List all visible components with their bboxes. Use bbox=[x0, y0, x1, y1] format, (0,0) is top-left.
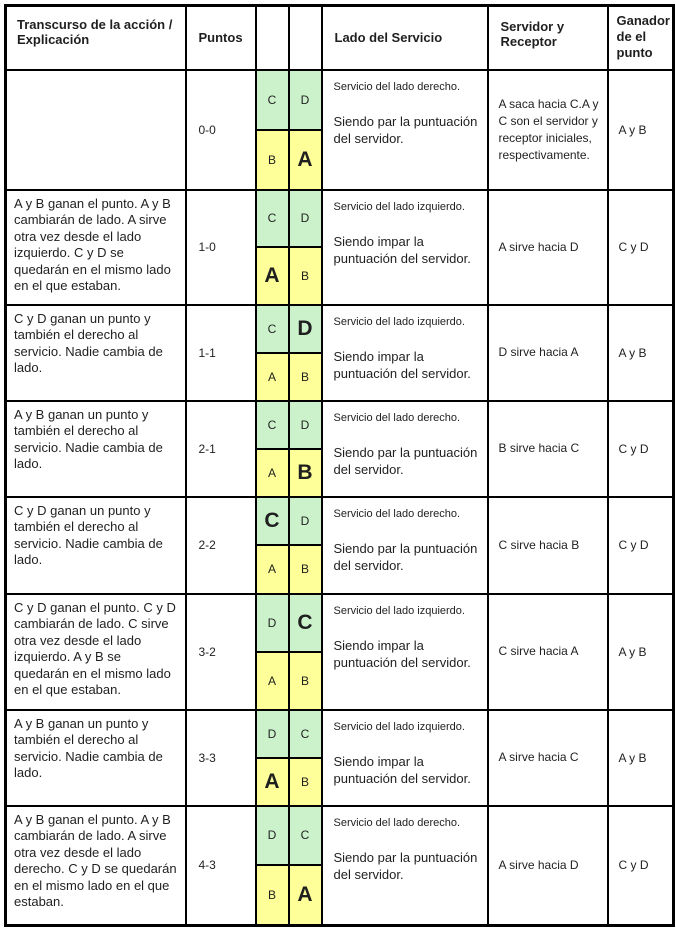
court-left-column bbox=[256, 190, 289, 305]
court-right-column bbox=[289, 70, 322, 190]
player-letter: C bbox=[264, 508, 280, 532]
court-cell-bottom-left bbox=[257, 866, 288, 924]
server-receiver-cell: C sirve hacia B bbox=[488, 497, 608, 594]
court-right-column bbox=[289, 401, 322, 497]
court-cell-top-left bbox=[257, 498, 288, 547]
court-cell-bottom-left bbox=[257, 653, 288, 709]
court-cell-top-right bbox=[290, 71, 321, 131]
service-side-line2: Siendo impar la puntuación del servidor. bbox=[333, 753, 471, 786]
court-cell-top-right bbox=[290, 191, 321, 249]
service-side-line2: Siendo par la puntuación del servidor. bbox=[333, 540, 478, 573]
player-letter: D bbox=[267, 828, 277, 843]
points-cell: 1-1 bbox=[186, 305, 256, 401]
court-cell-bottom-left bbox=[257, 450, 288, 496]
court-cell-top-right bbox=[290, 807, 321, 867]
point-winner-cell: C y D bbox=[608, 401, 674, 497]
player-letter: C bbox=[300, 828, 310, 843]
court-cell-bottom-left bbox=[257, 131, 288, 189]
court-right-column bbox=[289, 190, 322, 305]
action-cell bbox=[6, 70, 186, 190]
court-cell-bottom-right bbox=[290, 653, 321, 709]
table-row bbox=[6, 710, 674, 806]
point-winner-cell: C y D bbox=[608, 497, 674, 594]
service-side-line1: Servicio del lado derecho. bbox=[333, 80, 461, 93]
table-row bbox=[6, 70, 674, 190]
action-cell: A y B ganan un punto y también el derecho al servicio. Nadie cambia de lado. bbox=[6, 710, 186, 806]
court-left-column bbox=[256, 305, 289, 401]
player-letter: B bbox=[267, 152, 276, 167]
court-cell-top-right bbox=[290, 595, 321, 653]
header-points: Puntos bbox=[186, 6, 256, 70]
points-cell: 1-0 bbox=[186, 190, 256, 305]
table-row bbox=[6, 305, 674, 401]
table-row bbox=[6, 401, 674, 497]
court-cell-top-left bbox=[257, 71, 288, 131]
court-right-column bbox=[289, 710, 322, 806]
court-cell-bottom-left bbox=[257, 248, 288, 304]
court-cell-bottom-left bbox=[257, 546, 288, 593]
service-side-line2: Siendo par la puntuación del servidor. bbox=[333, 113, 478, 146]
server-receiver-cell: D sirve hacia A bbox=[488, 305, 608, 401]
service-rotation-table bbox=[4, 4, 675, 927]
court-cell-bottom-right bbox=[290, 759, 321, 805]
table-row bbox=[6, 806, 674, 926]
service-side-cell bbox=[322, 401, 488, 497]
court-left-column bbox=[256, 401, 289, 497]
player-letter: A bbox=[297, 883, 313, 907]
player-letter: D bbox=[267, 615, 277, 630]
player-letter: D bbox=[300, 211, 310, 226]
service-side-line1: Servicio del lado izquierdo. bbox=[333, 604, 465, 617]
court-right-column bbox=[289, 806, 322, 926]
server-receiver-cell: A sirve hacia D bbox=[488, 806, 608, 926]
player-letter: B bbox=[267, 888, 276, 903]
court-left-column bbox=[256, 497, 289, 594]
service-side-cell bbox=[322, 710, 488, 806]
player-letter: A bbox=[264, 263, 280, 287]
court-right-column bbox=[289, 497, 322, 594]
service-side-line2: Siendo impar la puntuación del servidor. bbox=[333, 637, 471, 670]
server-receiver-cell: A sirve hacia C bbox=[488, 710, 608, 806]
court-cell-top-right bbox=[290, 306, 321, 354]
court-cell-bottom-right bbox=[290, 131, 321, 189]
player-letter: C bbox=[267, 211, 277, 226]
player-letter: A bbox=[267, 465, 276, 480]
point-winner-cell: A y B bbox=[608, 70, 674, 190]
player-letter: D bbox=[300, 92, 310, 107]
action-cell: C y D ganan un punto y también el derecho al servicio. Nadie cambia de lado. bbox=[6, 305, 186, 401]
server-receiver-cell: B sirve hacia C bbox=[488, 401, 608, 497]
player-letter: C bbox=[297, 610, 313, 634]
points-cell: 2-2 bbox=[186, 497, 256, 594]
action-cell: A y B ganan el punto. A y B cambiarán de lado. A sirve otra vez desde el lado derecho. C y D se quedarán en el mismo lado en el que estaban. bbox=[6, 806, 186, 926]
service-side-line1: Servicio del lado derecho. bbox=[333, 507, 461, 520]
player-letter: C bbox=[267, 92, 277, 107]
table-row bbox=[6, 497, 674, 594]
player-letter: D bbox=[300, 417, 310, 432]
player-letter: A bbox=[267, 369, 276, 384]
court-left-column bbox=[256, 710, 289, 806]
player-letter: B bbox=[300, 369, 309, 384]
court-cell-bottom-right bbox=[290, 546, 321, 593]
header-point-winner: Ganador de el punto bbox=[608, 6, 674, 70]
player-letter: D bbox=[300, 513, 310, 528]
point-winner-cell: C y D bbox=[608, 190, 674, 305]
service-side-line1: Servicio del lado derecho. bbox=[333, 816, 461, 829]
player-letter: A bbox=[297, 147, 313, 171]
court-cell-bottom-right bbox=[290, 866, 321, 924]
service-side-cell bbox=[322, 305, 488, 401]
header-row bbox=[6, 6, 674, 70]
player-letter: C bbox=[300, 726, 310, 741]
service-side-cell bbox=[322, 806, 488, 926]
action-cell: C y D ganan el punto. C y D cambiarán de lado. C sirve otra vez desde el lado izquierdo. A y B se quedarán en el mismo lado en el que estaban. bbox=[6, 594, 186, 710]
court-right-column bbox=[289, 594, 322, 710]
court-cell-top-left bbox=[257, 191, 288, 249]
service-side-line1: Servicio del lado derecho. bbox=[333, 411, 461, 424]
service-side-line1: Servicio del lado izquierdo. bbox=[333, 315, 465, 328]
player-letter: A bbox=[267, 562, 276, 577]
table-row bbox=[6, 594, 674, 710]
player-letter: B bbox=[300, 774, 309, 789]
player-letter: B bbox=[300, 673, 309, 688]
court-left-column bbox=[256, 594, 289, 710]
service-side-line2: Siendo par la puntuación del servidor. bbox=[333, 849, 478, 882]
court-cell-bottom-left bbox=[257, 759, 288, 805]
player-letter: B bbox=[300, 562, 309, 577]
court-cell-top-right bbox=[290, 402, 321, 450]
player-letter: A bbox=[267, 673, 276, 688]
court-cell-bottom-right bbox=[290, 354, 321, 400]
points-cell: 3-3 bbox=[186, 710, 256, 806]
court-cell-top-right bbox=[290, 711, 321, 759]
court-left-column bbox=[256, 806, 289, 926]
points-cell: 0-0 bbox=[186, 70, 256, 190]
point-winner-cell: A y B bbox=[608, 710, 674, 806]
service-side-cell bbox=[322, 190, 488, 305]
action-cell: A y B ganan el punto. A y B cambiarán de lado. A sirve otra vez desde el lado izquierdo. C y D se quedarán en el mismo lado en el que estaban. bbox=[6, 190, 186, 305]
point-winner-cell: A y B bbox=[608, 594, 674, 710]
court-cell-top-left bbox=[257, 711, 288, 759]
player-letter: A bbox=[264, 769, 280, 793]
player-letter: B bbox=[297, 460, 313, 484]
service-side-cell bbox=[322, 594, 488, 710]
court-cell-top-right bbox=[290, 498, 321, 547]
service-side-line2: Siendo impar la puntuación del servidor. bbox=[333, 348, 471, 381]
table-row bbox=[6, 190, 674, 305]
server-receiver-cell: A saca hacia C.A y C son el servidor y receptor iniciales, respectivamente. bbox=[488, 70, 608, 190]
service-side-cell bbox=[322, 70, 488, 190]
action-cell: C y D ganan un punto y también el derecho al servicio. Nadie cambia de lado. bbox=[6, 497, 186, 594]
server-receiver-cell: A sirve hacia D bbox=[488, 190, 608, 305]
court-cell-bottom-left bbox=[257, 354, 288, 400]
court-cell-top-left bbox=[257, 807, 288, 867]
header-service-side: Lado del Servicio bbox=[322, 6, 488, 70]
points-cell: 3-2 bbox=[186, 594, 256, 710]
player-letter: D bbox=[267, 726, 277, 741]
point-winner-cell: A y B bbox=[608, 305, 674, 401]
court-cell-bottom-right bbox=[290, 450, 321, 496]
court-right-column bbox=[289, 305, 322, 401]
player-letter: B bbox=[300, 268, 309, 283]
service-side-line2: Siendo par la puntuación del servidor. bbox=[333, 444, 478, 477]
player-letter: C bbox=[267, 417, 277, 432]
header-court-left bbox=[256, 6, 289, 70]
points-cell: 4-3 bbox=[186, 806, 256, 926]
court-cell-top-left bbox=[257, 402, 288, 450]
service-side-line1: Servicio del lado izquierdo. bbox=[333, 200, 465, 213]
header-court-right bbox=[289, 6, 322, 70]
service-side-line2: Siendo impar la puntuación del servidor. bbox=[333, 233, 471, 266]
server-receiver-cell: C sirve hacia A bbox=[488, 594, 608, 710]
service-side-line1: Servicio del lado izquierdo. bbox=[333, 720, 465, 733]
player-letter: C bbox=[267, 321, 277, 336]
action-cell: A y B ganan un punto y también el derecho al servicio. Nadie cambia de lado. bbox=[6, 401, 186, 497]
points-cell: 2-1 bbox=[186, 401, 256, 497]
court-cell-top-left bbox=[257, 306, 288, 354]
court-left-column bbox=[256, 70, 289, 190]
court-cell-top-left bbox=[257, 595, 288, 653]
header-action: Transcurso de la acción / Explicación bbox=[6, 6, 186, 70]
service-side-cell bbox=[322, 497, 488, 594]
court-cell-bottom-right bbox=[290, 248, 321, 304]
point-winner-cell: C y D bbox=[608, 806, 674, 926]
player-letter: D bbox=[297, 316, 313, 340]
header-server-receiver: Servidor y Receptor bbox=[488, 6, 608, 70]
